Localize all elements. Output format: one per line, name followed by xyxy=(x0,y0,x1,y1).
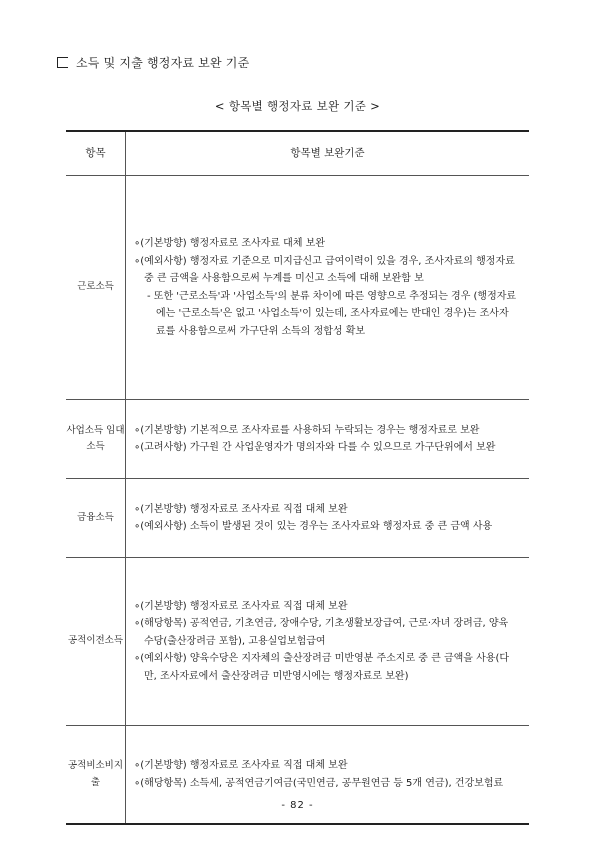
row-standard xyxy=(126,176,530,400)
table-row xyxy=(66,400,529,479)
row-standard xyxy=(126,479,530,558)
table-row xyxy=(66,558,529,726)
row-item-label: 공적비소비지출 xyxy=(66,726,126,825)
standard-line: ∘(기본방향) 행정자료로 조사자료 직접 대체 보완 xyxy=(134,600,348,612)
table-caption: < 항목별 행정자료 보완 기준 > xyxy=(214,99,381,113)
standard-line: ∘(기본방향) 행정자료로 조사자료 직접 대체 보완 xyxy=(134,760,348,771)
table-row xyxy=(66,176,529,400)
standard-line: ∘(예외사항) 양육수당은 지자체의 출산장려금 미반영분 주소지로 중 큰 금액을 사용(다만, 조사자료에서 출산장려금 미반영시에는 행정자료로 보완) xyxy=(134,653,510,682)
row-standard xyxy=(126,558,530,726)
standard-line: ∘(기본방향) 기본적으로 조사자료를 사용하되 누락되는 경우는 행정자료로 보완 xyxy=(134,424,480,436)
row-item-label: 사업소득 임대소득 xyxy=(66,400,126,479)
row-standard xyxy=(126,400,530,479)
header-item: 항목 xyxy=(66,131,126,176)
standard-line: ∘(고려사항) 가구원 간 사업운영자가 명의자와 다를 수 있으므로 가구단위에서 보완 xyxy=(134,442,496,453)
standard-line: ∘(예외사항) 소득이 발생된 것이 있는 경우는 조사자료와 행정자료 중 큰 금액 사용 xyxy=(134,521,493,532)
checkbox-marker-icon xyxy=(57,57,68,68)
header-standard: 항목별 보완기준 xyxy=(126,131,530,176)
standard-line: ∘(해당항목) 소득세, 공적연금기여금(국민연금, 공무원연금 등 5개 연금), 건강보험료 xyxy=(134,777,504,789)
table-header-row xyxy=(66,131,529,176)
standard-line: ∘(해당항목) 공적연금, 기초연금, 장애수당, 기초생활보장급여, 근로·자녀 장려금, 양육수당(출산장려금 포함), 고용실업보험급여 xyxy=(134,618,509,647)
section-heading xyxy=(57,54,249,71)
section-title: 소득 및 지출 행정자료 보완 기준 xyxy=(76,56,250,70)
page-number: - 82 - xyxy=(281,800,314,811)
row-item-label: 근로소득 xyxy=(66,176,126,400)
standards-table xyxy=(66,130,529,825)
row-item-label: 공적이전소득 xyxy=(66,558,126,726)
row-item-label: 금융소득 xyxy=(66,479,126,558)
standard-subline: - 또한 '근로소득'과 '사업소득'의 분류 차이에 따른 영향으로 추정되는 경우 (행정자료에는 '근로소득'은 없고 '사업소득'이 있는데, 조사자료에는 반대인 경우)는 조사자료를 사용함으로써 가구단위 소득의 정합성 확보 xyxy=(147,290,517,337)
table-row xyxy=(66,479,529,558)
standard-line: ∘(예외사항) 행정자료 기준으로 미지급신고 급여이력이 있을 경우, 조사자료의 행정자료 중 큰 금액을 사용함으로써 누계를 미신고 소득에 대해 보완함 보 xyxy=(134,255,515,284)
standard-line: ∘(기본방향) 행정자료로 조사자료 직접 대체 보완 xyxy=(134,503,348,515)
standard-line: ∘(기본방향) 행정자료로 조사자료 대체 보완 xyxy=(134,238,325,249)
